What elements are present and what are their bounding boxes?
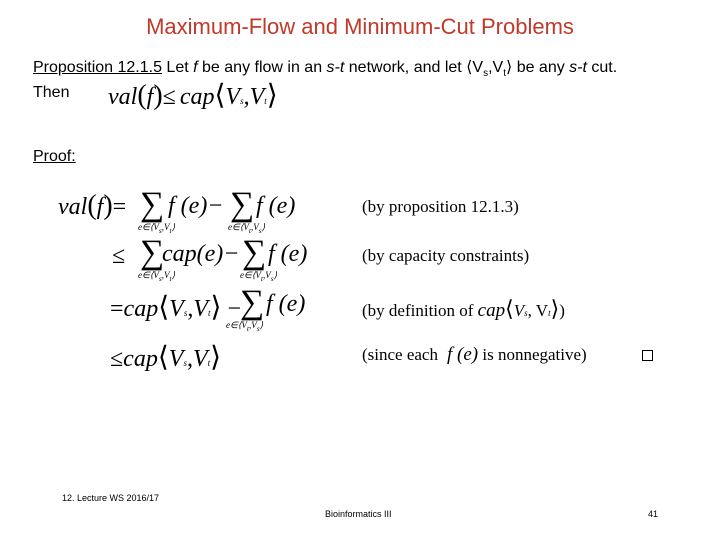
term-f-e: f (e)−	[168, 193, 224, 219]
prop-text-e: cut.	[586, 59, 618, 76]
term-f-e: f (e)	[256, 193, 296, 219]
sum-index: $e\in⟨V_t,V_s⟩$	[226, 320, 264, 333]
prop-text-b: be any flow in an	[197, 59, 327, 76]
footer-lecture: 12. Lecture WS 2016/17	[62, 493, 160, 503]
reason-2: (by capacity constraints)	[362, 246, 530, 265]
term-f-e: f (e)	[266, 291, 306, 317]
reason-1: (by proposition 12.1.3)	[362, 197, 519, 216]
prop-comma: ,V	[488, 59, 504, 76]
proof-line-4: ≤cap⟨Vs,Vt⟩	[110, 342, 222, 373]
prop-cut: s-t	[569, 59, 587, 76]
reason-4: (since each f (e) is nonnegative)	[362, 344, 587, 365]
then-label: Then	[33, 84, 70, 101]
reason-4-text-a: (since each	[362, 345, 438, 364]
reason-3-text: (by definition of	[362, 301, 474, 320]
proof-label: Proof:	[33, 148, 76, 165]
prop-text-d: ⟩ be any	[506, 59, 570, 76]
sum-index: $e\in⟨V_t,V_s⟩$	[228, 222, 266, 235]
sum-index: $e\in⟨V_s,V_t⟩$	[138, 270, 176, 283]
reason-4-text-b: is nonnegative)	[482, 345, 587, 364]
prop-text-a: Let	[161, 59, 194, 76]
sum-symbol: ∑	[230, 186, 255, 223]
prop-vt-sub: t	[503, 68, 506, 80]
slide-title: Maximum-Flow and Minimum-Cut Problems	[146, 14, 574, 39]
prop-f: f	[193, 59, 198, 76]
prop-text-c: network, and let ⟨V	[344, 59, 484, 76]
sum-symbol: ∑	[240, 284, 265, 321]
proposition-formula: val(f)≤ cap⟨Vs,Vt⟩	[108, 80, 278, 111]
sum-symbol: ∑	[140, 186, 165, 223]
reason-3: (by definition of cap⟨Vs, Vt⟩)	[362, 296, 565, 321]
qed-box-icon	[642, 350, 653, 361]
page-number: 41	[648, 509, 659, 519]
sum-index: $e\in⟨V_s,V_t⟩$	[138, 222, 176, 235]
sum-index: $e\in⟨V_t,V_s⟩$	[240, 270, 278, 283]
proposition-label: Proposition 12.1.5	[33, 59, 162, 76]
sum-symbol: ∑	[140, 234, 165, 271]
proof-line-3: =cap⟨Vs,Vt⟩ −	[110, 292, 241, 323]
proposition-statement	[33, 57, 617, 79]
sum-symbol: ∑	[242, 234, 267, 271]
prop-vs-sub: s	[483, 68, 489, 80]
term-f-e: f (e)	[268, 241, 308, 267]
footer-course: Bioinformatics III	[325, 509, 392, 519]
prop-network: s-t	[326, 59, 345, 76]
proof-line-1: val(f)=	[58, 190, 127, 221]
leq-symbol: ≤	[112, 243, 126, 269]
term-cap-e: cap(e)−	[162, 241, 240, 267]
